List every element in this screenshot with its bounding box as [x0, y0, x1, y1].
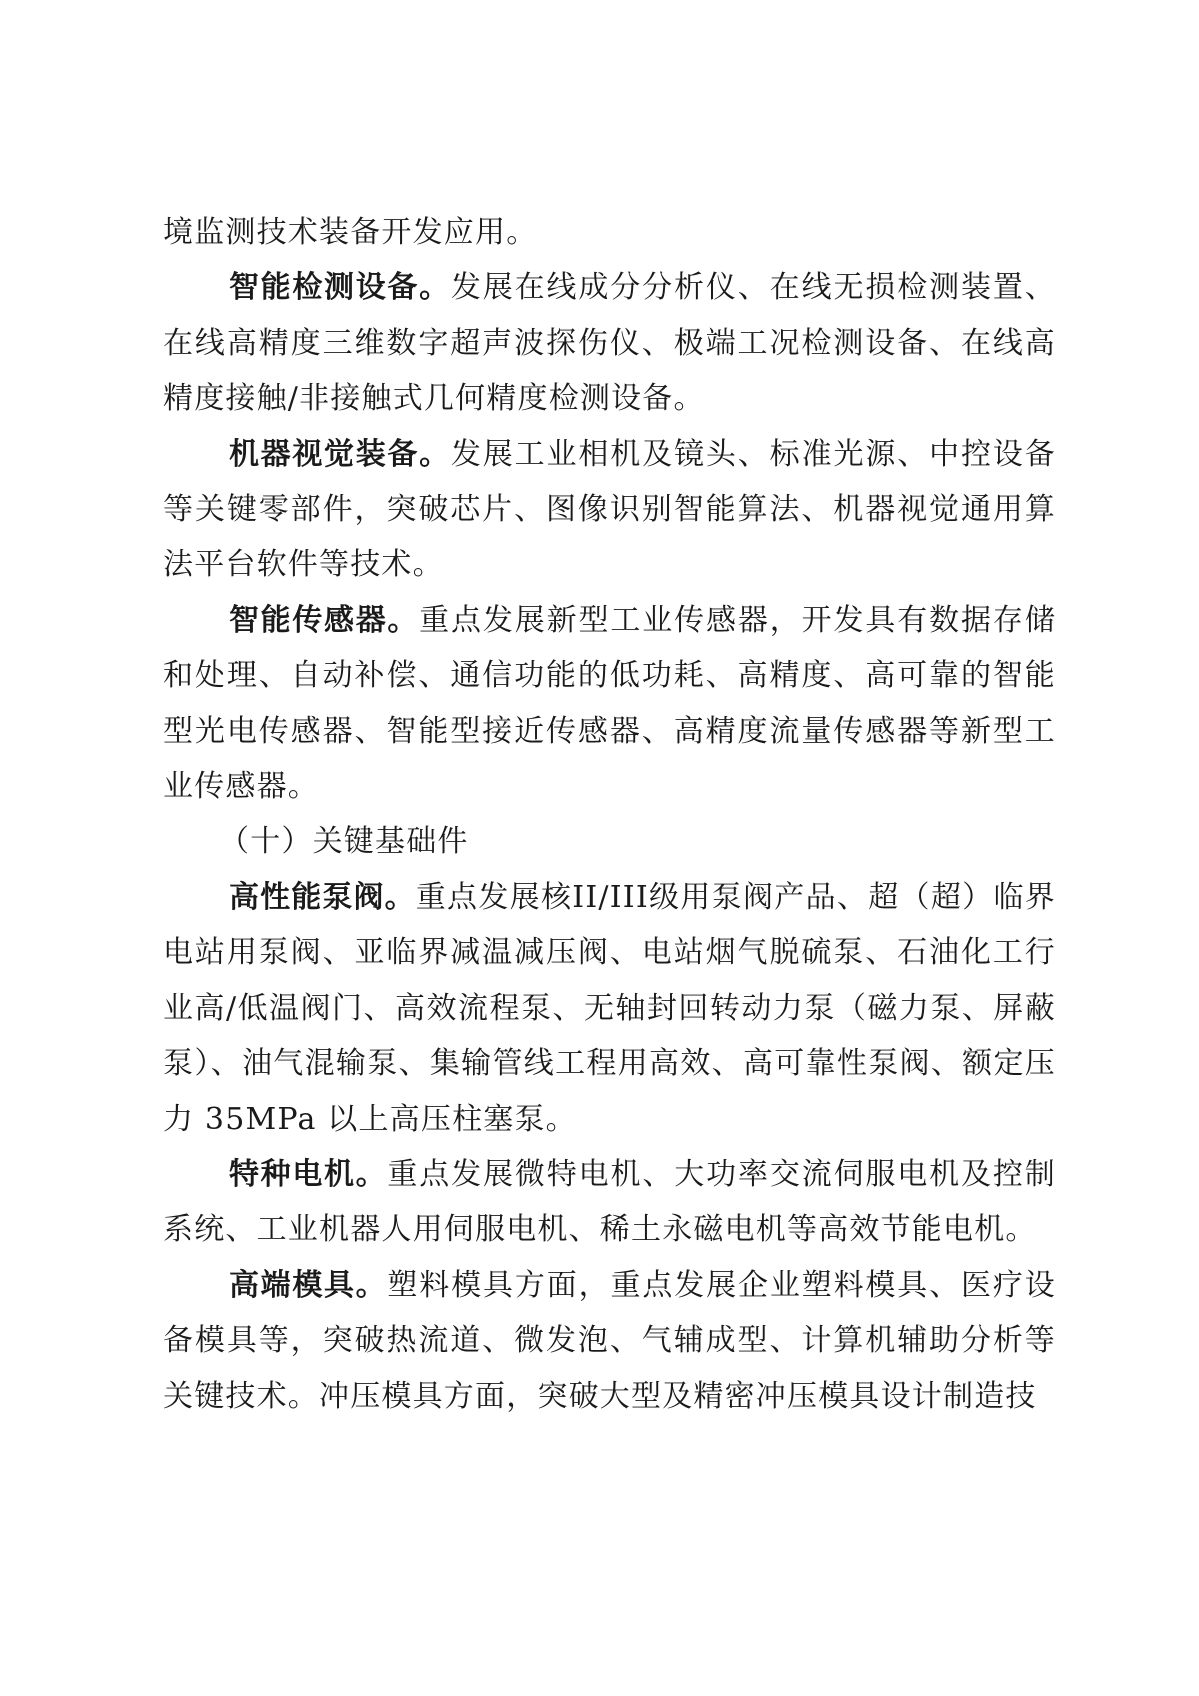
- paragraph-text: 塑料模具方面，重点发展企业塑料模具、医疗设备模具等，突破热流道、微发泡、气辅成型、计算机辅助分析等关键技术。冲压模具方面，突破大型及精密冲压模具设计制造技: [163, 1267, 1056, 1414]
- paragraph-text: 境监测技术装备开发应用。: [163, 215, 538, 250]
- paragraph-text: 重点发展核II/III级用泵阀产品、超（超）临界电站用泵阀、亚临界减温减压阀、电站烟气脱硫泵、石油化工行业高/低温阀门、高效流程泵、无轴封回转动力泵（磁力泵、屏蔽泵）、油气混输泵、集输管线工程用高效、高可靠性泵阀、额定压力 35MPa 以上高压柱塞泵。: [163, 879, 1056, 1137]
- section-heading: （十）关键基础件: [219, 824, 469, 860]
- paragraph-pumps-valves: [163, 870, 1056, 1147]
- paragraph-text: 重点发展新型工业传感器，开发具有数据存储和处理、自动补偿、通信功能的低功耗、高精度、高可靠的智能型光电传感器、智能型接近传感器、高精度流量传感器等新型工业传感器。: [163, 602, 1057, 805]
- paragraph-special-motors: [163, 1147, 1056, 1258]
- paragraph-text: 重点发展微特电机、大功率交流伺服电机及控制系统、工业机器人用伺服电机、稀土永磁电机等高效节能电机。: [163, 1156, 1056, 1248]
- paragraph-lead: 高端模具。: [229, 1267, 388, 1303]
- paragraph-text: 发展在线成分分析仪、在线无损检测装置、在线高精度三维数字超声波探伤仪、极端工况检测设备、在线高精度接触/非接触式几何精度检测设备。: [163, 270, 1056, 417]
- paragraph-lead: 智能传感器。: [229, 602, 420, 638]
- paragraph-lead: 智能检测设备。: [229, 270, 451, 306]
- paragraph-machine-vision: [163, 427, 1056, 593]
- paragraph-smart-sensors: [163, 593, 1056, 815]
- paragraph-lead: 机器视觉装备。: [229, 436, 451, 472]
- paragraph-lead: 特种电机。: [229, 1156, 388, 1192]
- paragraph-high-end-molds: [163, 1258, 1056, 1424]
- paragraph-continuation: [163, 205, 1056, 260]
- paragraph-lead: 高性能泵阀。: [229, 879, 416, 915]
- document-page: [163, 205, 1056, 1424]
- paragraph-text: 发展工业相机及镜头、标准光源、中控设备等关键零部件，突破芯片、图像识别智能算法、机器视觉通用算法平台软件等技术。: [163, 436, 1056, 583]
- paragraph-smart-inspection: [163, 260, 1056, 426]
